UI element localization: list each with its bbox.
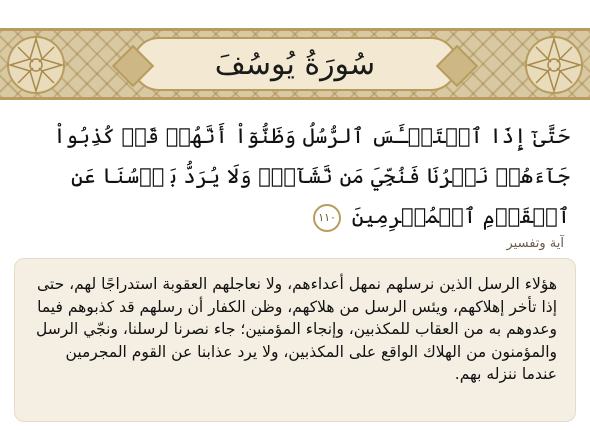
surah-header-banner [0, 28, 590, 100]
ayah-number-marker: ١١٠ [313, 204, 341, 232]
tafsir-text: هؤلاء الرسل الذين نرسلهم نمهل أعداءهم، ولا نعاجلهم العقوبة استدراجًا لهم، حتى إذا تأخر إهلاكهم، ويئس الرسل من هلاكهم، وظن الكفار أن رسلهم قد كذبوهم فيما وعدوهم به من العقاب للمكذبين، وإنجاء المؤمنين؛ جاء نصرنا لرسلنا، ونجّي الرسل والمؤمنون من الهلاك الواقع على المكذبين، ولا يرد عذابنا عن القوم المجرمين عندما ننزله بهم. [36, 275, 557, 383]
verse-text: حَتَّىٰٓ إِذَا ٱسۡتَيۡـَٔسَ ٱلرُّسُلُ وَظَنُّوٓاْ أَنَّهُمۡ قَدۡ كُذِبُواْ جَآءَهُمۡ نَصۡرُنَا فَنُجِّيَ مَن نَّشَآءُۖ وَلَا يُرَدُّ بَأۡسُنَا عَنِ ٱلۡقَوۡمِ ٱلۡمُجۡرِمِينَ [53, 124, 570, 228]
surah-title: سُورَةُ يُوسُفَ [214, 46, 376, 82]
surah-title-cartouche [132, 37, 458, 91]
verse-text-block[interactable] [24, 116, 570, 236]
rosette-ornament-icon [524, 35, 584, 95]
rosette-ornament-icon [6, 35, 66, 95]
verse-and-tafsir-link[interactable]: آية وتفسير [506, 236, 564, 251]
tafsir-panel [14, 258, 576, 422]
